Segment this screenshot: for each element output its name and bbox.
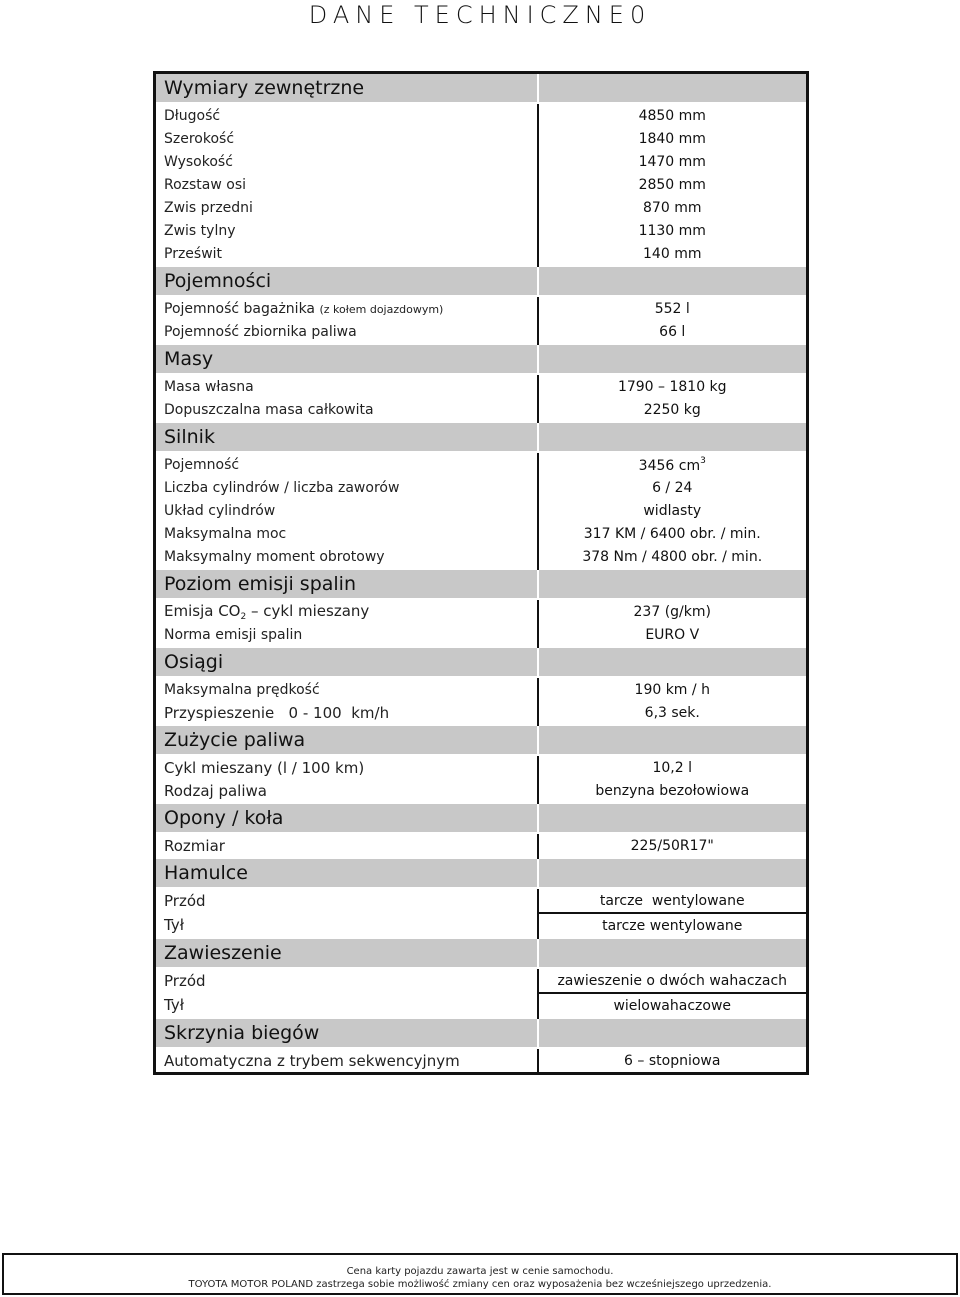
table-row [155, 219, 808, 242]
row-label [155, 599, 538, 623]
section-title: Masy [155, 344, 538, 374]
table-row [155, 677, 808, 701]
row-value: wielowahaczowe [538, 993, 808, 1018]
row-value: 552 l [538, 296, 808, 320]
row-label: Rozmiar [164, 836, 225, 855]
row-value: 6 / 24 [538, 476, 808, 499]
row-label: Maksymalny moment obrotowy [164, 548, 385, 565]
row-value: 870 mm [538, 196, 808, 219]
table-row [155, 913, 808, 938]
row-value: widlasty [538, 499, 808, 522]
row-label: Przyspieszenie 0 - 100 km/h [164, 703, 390, 722]
row-label: Przód [164, 892, 206, 910]
row-label: Dopuszczalna masa całkowita [164, 401, 374, 418]
row-label: Maksymalna moc [164, 525, 287, 542]
table-row [155, 196, 808, 219]
row-value: tarcze wentylowane [538, 888, 808, 913]
row-value: 1790 – 1810 kg [538, 374, 808, 398]
row-value: benzyna bezołowiowa [538, 779, 808, 803]
row-label: Szerokość [164, 130, 235, 147]
table-row [155, 150, 808, 173]
row-value: 1840 mm [538, 127, 808, 150]
footer-disclaimer: TOYOTA MOTOR POLAND zastrzega sobie możliwość zmiany cen oraz wyposażenia bez wcześniejszego uprzedzenia. [188, 1279, 772, 1290]
section-header [155, 422, 808, 452]
row-label: Rodzaj paliwa [164, 781, 267, 800]
row-value: 1130 mm [538, 219, 808, 242]
table-row [155, 833, 808, 858]
row-label: Cykl mieszany (l / 100 km) [164, 758, 365, 777]
section-header [155, 647, 808, 677]
row-label: Rozstaw osi [164, 176, 247, 193]
section-title: Zużycie paliwa [155, 725, 538, 755]
row-label: Przód [164, 972, 206, 990]
row-label: Tył [164, 996, 184, 1014]
table-row [155, 755, 808, 779]
row-value: 66 l [538, 320, 808, 344]
section-header [155, 73, 808, 104]
table-row [155, 452, 808, 476]
row-value: 317 KM / 6400 obr. / min. [538, 522, 808, 545]
row-value-text: 3456 cm [638, 457, 701, 474]
row-label: Masa własna [164, 378, 254, 395]
table-row [155, 242, 808, 266]
row-label: Pojemność zbiornika paliwa [164, 323, 357, 340]
table-row [155, 476, 808, 499]
row-label: Prześwit [164, 245, 223, 262]
row-value [538, 452, 808, 476]
row-value: 237 (g/km) [538, 599, 808, 623]
section-title: Pojemności [155, 266, 538, 296]
table-row [155, 779, 808, 803]
row-label-text-end: – cykl mieszany [246, 601, 370, 620]
row-label: Tył [164, 916, 184, 934]
table-row [155, 499, 808, 522]
row-label: Zwis tylny [164, 222, 236, 239]
row-value: 2250 kg [538, 398, 808, 422]
table-row [155, 127, 808, 150]
row-label-note: (z kołem dojazdowym) [319, 302, 444, 316]
table-row [155, 545, 808, 569]
row-label [155, 296, 538, 320]
table-row [155, 888, 808, 913]
section-title: Wymiary zewnętrzne [155, 73, 538, 104]
section-title: Osiągi [155, 647, 538, 677]
row-value: 140 mm [538, 242, 808, 266]
table-row [155, 968, 808, 993]
row-label: Automatyczna z trybem sekwencyjnym [164, 1051, 460, 1070]
table-row [155, 522, 808, 545]
row-value: zawieszenie o dwóch wahaczach [538, 968, 808, 993]
section-header [155, 266, 808, 296]
row-value: 4850 mm [538, 103, 808, 127]
table-row [155, 701, 808, 725]
section-header [155, 344, 808, 374]
row-value: 190 km / h [538, 677, 808, 701]
row-label: Maksymalna prędkość [164, 681, 320, 698]
row-label: Układ cylindrów [164, 502, 276, 519]
table-row [155, 1048, 808, 1074]
row-value: 6,3 sek. [538, 701, 808, 725]
row-value: EURO V [538, 623, 808, 647]
row-value: 10,2 l [538, 755, 808, 779]
row-label: Norma emisji spalin [164, 626, 303, 643]
table-row [155, 320, 808, 344]
table-row [155, 103, 808, 127]
row-label: Zwis przedni [164, 199, 253, 216]
row-value: 378 Nm / 4800 obr. / min. [538, 545, 808, 569]
table-row [155, 398, 808, 422]
footer-note: Cena karty pojazdu zawarta jest w cenie samochodu. [346, 1266, 614, 1277]
section-header [155, 938, 808, 968]
section-title: Skrzynia biegów [155, 1018, 538, 1048]
row-value: 2850 mm [538, 173, 808, 196]
row-value: 1470 mm [538, 150, 808, 173]
table-row [155, 993, 808, 1018]
row-label: Pojemność [164, 456, 240, 473]
section-title: Poziom emisji spalin [155, 569, 538, 599]
footer [2, 1253, 958, 1295]
row-label-sub: 2 [240, 611, 247, 622]
section-header [155, 803, 808, 833]
section-header [155, 1018, 808, 1048]
page-title: DANE TECHNICZNE0 [308, 1, 652, 29]
table-row [155, 296, 808, 320]
row-value: 6 – stopniowa [538, 1048, 808, 1074]
table-row [155, 599, 808, 623]
row-label-text: Emisja CO [164, 601, 241, 620]
row-value: tarcze wentylowane [538, 913, 808, 938]
table-row [155, 623, 808, 647]
row-label: Wysokość [164, 153, 233, 170]
row-value-sup: 3 [700, 455, 706, 466]
spec-table [153, 71, 809, 1075]
section-header [155, 725, 808, 755]
row-label-text: Pojemność bagażnika [164, 300, 316, 317]
section-header [155, 569, 808, 599]
table-row [155, 173, 808, 196]
section-title: Hamulce [155, 858, 538, 888]
section-header [155, 858, 808, 888]
table-row [155, 374, 808, 398]
section-title: Opony / koła [155, 803, 538, 833]
row-label: Liczba cylindrów / liczba zaworów [164, 479, 400, 496]
section-title: Silnik [155, 422, 538, 452]
row-value: 225/50R17" [538, 833, 808, 858]
section-title: Zawieszenie [155, 938, 538, 968]
row-label: Długość [164, 107, 221, 124]
